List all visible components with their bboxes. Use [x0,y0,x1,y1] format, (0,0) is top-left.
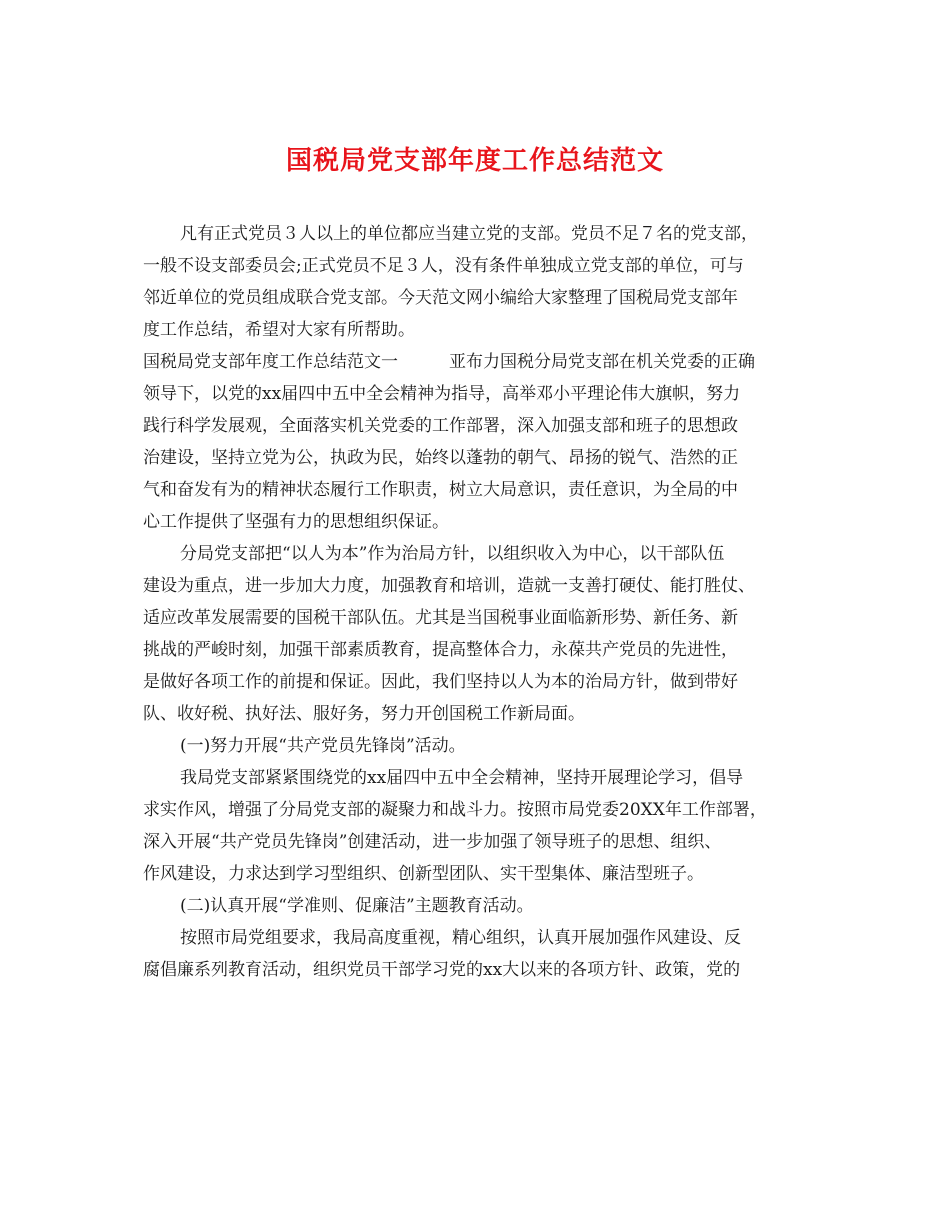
document-body [143,218,813,986]
body-text-line: 腐倡廉系列教育活动，组织党员干部学习党的xx大以来的各项方针、政策，党的 [143,960,741,980]
body-text-line: 求实作风，增强了分局党支部的凝聚力和战斗力。按照市局党委20XX年工作部署， [143,800,767,820]
body-text-line: 分局党支部把“以人为本”作为治局方针，以组织收入为中心，以干部队伍 [180,544,725,564]
body-text-line: 作风建设，力求达到学习型组织、创新型团队、实干型集体、廉洁型班子。 [143,864,704,884]
body-text-line: (二)认真开展“学准则、促廉洁”主题教育活动。 [180,896,534,916]
body-text-line: 是做好各项工作的前提和保证。因此，我们坚持以人为本的治局方针，做到带好 [143,672,738,692]
document-title: 国税局党支部年度工作总结范文 [285,146,664,176]
body-text-line: 按照市局党组要求，我局高度重视，精心组织，认真开展加强作风建设、反 [180,928,741,948]
body-text-line: (一)努力开展“共产党员先锋岗”活动。 [180,736,466,756]
body-text-line: 领导下，以党的xx届四中五中全会精神为指导，高举邓小平理论伟大旗帜，努力 [143,384,741,404]
body-text-line: 国税局党支部年度工作总结范文一 亚布力国税分局党支部在机关党委的正确 [143,352,755,372]
body-text-line: 挑战的严峻时刻，加强干部素质教育，提高整体合力，永葆共产党员的先进性， [143,640,738,660]
body-text-line: 践行科学发展观，全面落实机关党委的工作部署，深入加强支部和班子的思想政 [143,416,738,436]
body-text-line: 气和奋发有为的精神状态履行工作职责，树立大局意识，责任意识，为全局的中 [143,480,738,500]
body-text-line: 心工作提供了坚强有力的思想组织保证。 [143,512,449,532]
body-text-line: 队、收好税、执好法、服好务，努力开创国税工作新局面。 [143,704,585,724]
body-text-line: 我局党支部紧紧围绕党的xx届四中五中全会精神，坚持开展理论学习，倡导 [180,768,744,788]
body-text-line: 建设为重点，进一步加大力度，加强教育和培训，造就一支善打硬仗、能打胜仗、 [143,576,755,596]
body-text-line: 凡有正式党员３人以上的单位都应当建立党的支部。党员不足７名的党支部， [180,224,758,244]
body-text-line: 深入开展“共产党员先锋岗”创建活动，进一步加强了领导班子的思想、组织、 [143,832,722,852]
body-text-line: 适应改革发展需要的国税干部队伍。尤其是当国税事业面临新形势、新任务、新 [143,608,738,628]
body-text-line: 一般不设支部委员会;正式党员不足３人，没有条件单独成立党支部的单位，可与 [143,256,744,276]
body-text-line: 度工作总结，希望对大家有所帮助。 [143,320,415,340]
body-text-line: 治建设，坚持立党为公，执政为民，始终以蓬勃的朝气、昂扬的锐气、浩然的正 [143,448,738,468]
body-text-line: 邻近单位的党员组成联合党支部。今天范文网小编给大家整理了国税局党支部年 [143,288,738,308]
